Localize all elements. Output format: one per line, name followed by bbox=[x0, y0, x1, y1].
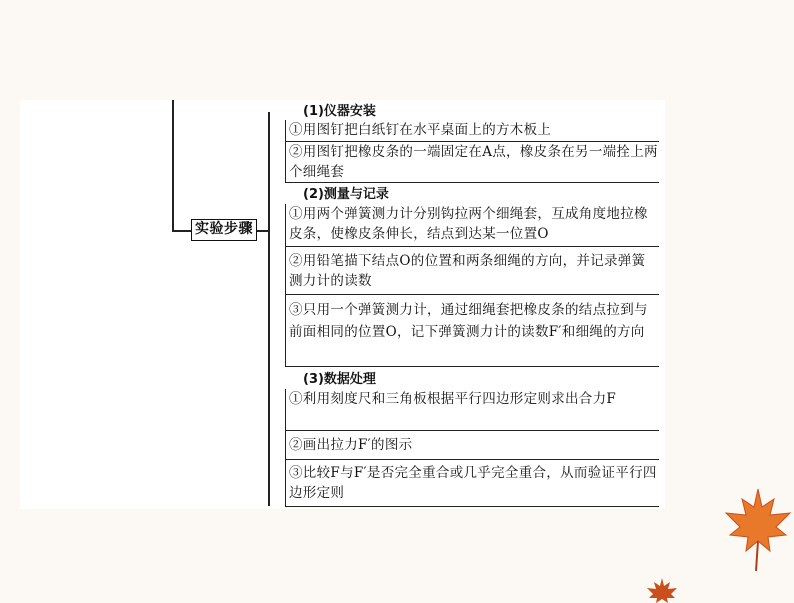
brace-line bbox=[268, 112, 270, 506]
step-item: ①利用刻度尺和三角板根据平行四边形定则求出合力F bbox=[285, 389, 659, 431]
step-item: ①用图钉把白纸钉在水平桌面上的方木板上 bbox=[285, 120, 659, 142]
maple-leaf-small-icon bbox=[645, 576, 679, 603]
maple-leaf-large-icon bbox=[718, 485, 794, 573]
step-item: ②用铅笔描下结点O的位置和两条细绳的方向，并记录弹簧测力计的读数 bbox=[285, 247, 659, 295]
section-header-measure: (2)测量与记录 bbox=[303, 187, 389, 202]
step-item: ②画出拉力F′的图示 bbox=[285, 431, 659, 460]
left-connector-branch bbox=[172, 230, 191, 232]
step-item: ①用两个弹簧测力计分别钩拉两个细绳套，互成角度地拉橡皮条，使橡皮条伸长，结点到达某一位置O bbox=[285, 204, 659, 247]
section-header-data: (3)数据处理 bbox=[303, 372, 376, 387]
step-item: ②用图钉把橡皮条的一端固定在A点，橡皮条在另一端拴上两个细绳套 bbox=[285, 142, 659, 183]
section-header-install: (1)仪器安装 bbox=[303, 104, 376, 119]
step-item: ③比较F与F′是否完全重合或几乎完全重合，从而验证平行四边形定则 bbox=[285, 460, 659, 507]
main-node-box: 实验步骤 bbox=[191, 219, 257, 241]
step-item: ③只用一个弹簧测力计，通过细绳套把橡皮条的结点拉到与前面相同的位置O，记下弹簧测力计的读数F′和细绳的方向 bbox=[285, 295, 659, 367]
left-connector-line bbox=[172, 100, 174, 232]
